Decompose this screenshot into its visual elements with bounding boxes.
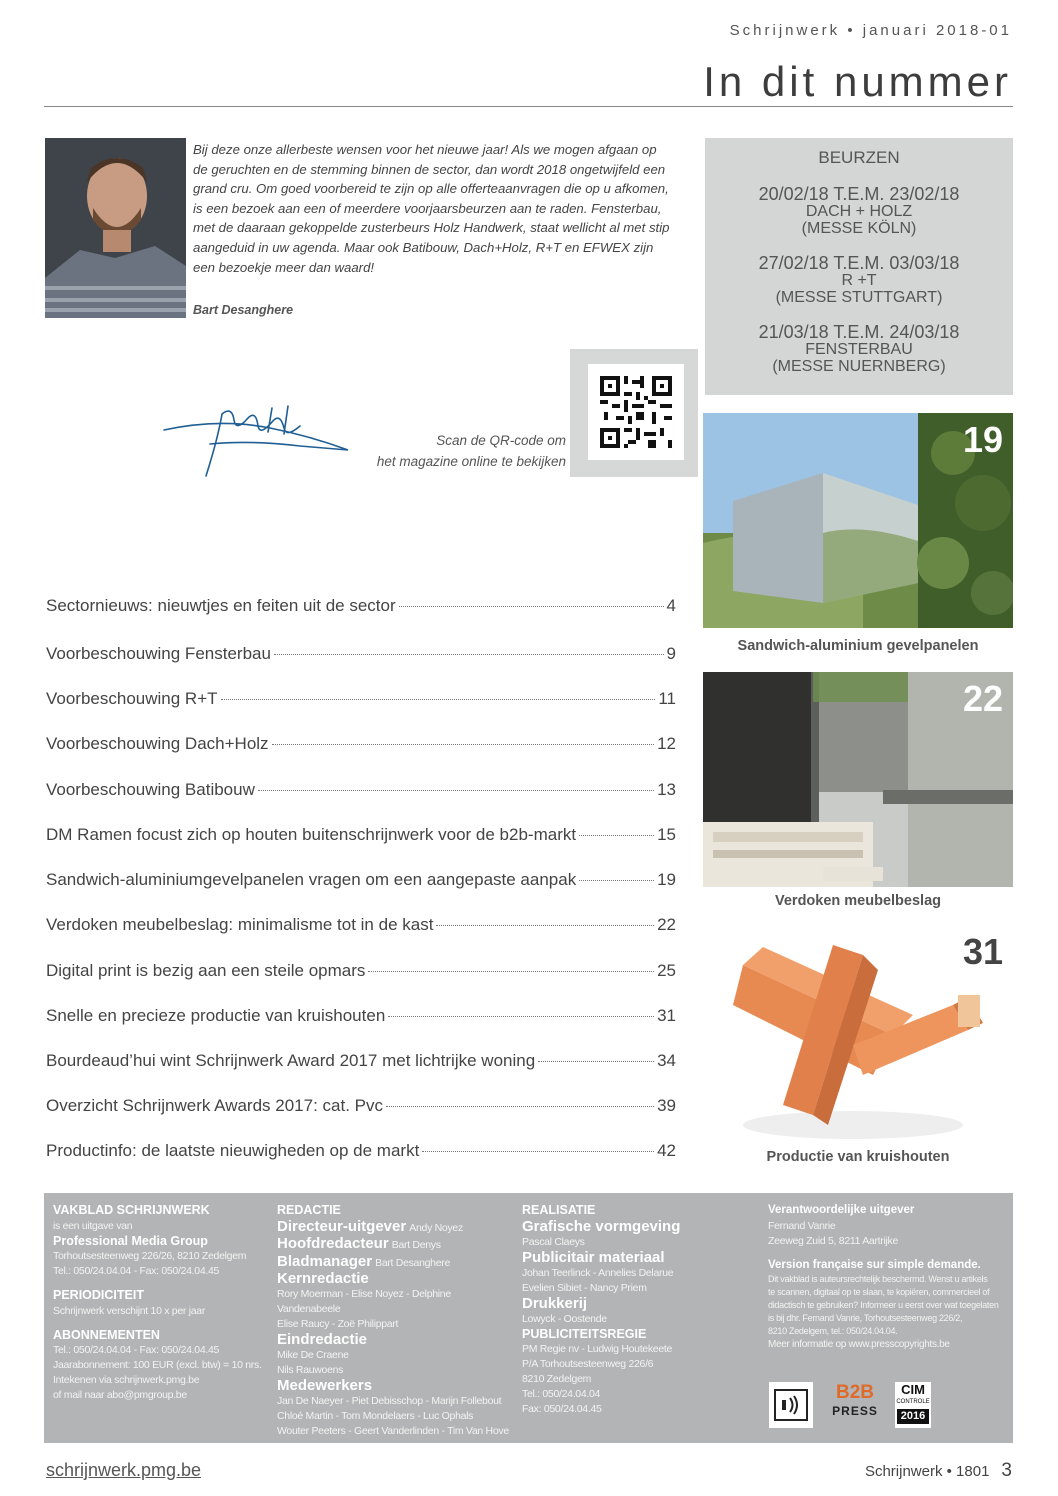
toc-page: 19 xyxy=(657,870,676,889)
qr-caption-line2: het magazine online te bekijken xyxy=(376,454,566,469)
toc-page: 34 xyxy=(657,1051,676,1070)
toc-item[interactable] xyxy=(46,870,676,894)
feature-caption: Sandwich-aluminium gevelpanelen xyxy=(737,638,979,654)
colophon-line: te scannen, digitaal op te slaan, te kopiëren, commercieel of xyxy=(768,1287,990,1297)
cim-logo xyxy=(895,1382,931,1428)
colophon-role: Kernredactie xyxy=(277,1270,369,1287)
toc-leader xyxy=(221,699,656,700)
feature-caption: Productie van kruishouten xyxy=(766,1149,950,1165)
colophon-line: Dit vakblad is auteursrechtelijk beschermd. Wenst u artikels xyxy=(768,1274,988,1284)
colophon-line: Meer informatie op www.presscopyrights.be xyxy=(768,1339,950,1350)
toc-leader xyxy=(386,1106,654,1107)
toc-leader xyxy=(579,835,654,836)
trade-fair-venue: (MESSE NUERNBERG) xyxy=(772,358,946,375)
toc-leader xyxy=(258,790,654,791)
toc-title: Voorbeschouwing Dach+Holz xyxy=(46,734,269,753)
feature-page-number: 31 xyxy=(962,931,1003,972)
colophon-heading: PERIODICITEIT xyxy=(53,1288,144,1302)
toc-leader xyxy=(538,1061,654,1062)
colophon-line: Evelien Sibiet - Nancy Priem xyxy=(522,1281,647,1294)
colophon-role: Medewerkers xyxy=(277,1377,373,1394)
toc-item[interactable] xyxy=(46,1096,676,1120)
colophon-heading: REALISATIE xyxy=(522,1203,596,1217)
trade-fair-item xyxy=(705,255,1013,306)
toc-page: 31 xyxy=(657,1006,676,1025)
trade-fairs-heading: BEURZEN xyxy=(818,148,900,167)
toc-item[interactable] xyxy=(46,689,676,713)
press-copyright-logo xyxy=(769,1382,813,1428)
colophon-line: Rory Moerman - Elise Noyez - Delphine Vandenabeele xyxy=(277,1288,451,1315)
colophon-line: Schrijnwerk verschijnt 10 x per jaar xyxy=(53,1304,206,1317)
trade-fair-dates: 21/03/18 T.E.M. 24/03/18 xyxy=(758,322,960,342)
editorial-author: Bart Desanghere xyxy=(193,303,294,317)
colophon-line: Jan De Naeyer - Piet Debisschop - Marijn Follebout xyxy=(277,1395,502,1407)
colophon-line: Tel.: 050/24.04.04 - Fax: 050/24.04.45 xyxy=(53,1344,220,1356)
cim-logo-text: CIM xyxy=(901,1382,925,1397)
colophon-line: Johan Teerlinck - Annelies Delarue xyxy=(522,1266,674,1279)
toc-title: Sectornieuws: nieuwtjes en feiten uit de sector xyxy=(46,596,396,615)
toc-leader xyxy=(436,925,654,926)
toc-page: 9 xyxy=(666,644,676,663)
page-footer xyxy=(865,1460,1012,1482)
trade-fair-name: FENSTERBAU xyxy=(805,341,913,358)
colophon xyxy=(44,1193,1013,1443)
qr-caption xyxy=(330,430,566,472)
toc-title: DM Ramen focust zich op houten buitenschrijnwerk voor de b2b-markt xyxy=(46,825,577,844)
toc-page: 13 xyxy=(657,780,676,799)
colophon-line: Tel.: 050/24.04.04 - Fax: 050/24.04.45 xyxy=(53,1265,220,1277)
issue-label: Schrijnwerk • 1801 xyxy=(864,1463,990,1480)
colophon-editorial xyxy=(277,1203,512,1439)
colophon-role: Grafische vormgeving xyxy=(522,1217,681,1235)
colophon-line: P/A Torhoutsesteenweg 226/6 xyxy=(522,1358,654,1370)
toc-title: Voorbeschouwing Batibouw xyxy=(46,780,255,799)
toc-leader xyxy=(274,654,664,655)
colophon-line: Chloé Martin - Tom Mondelaers - Luc Ophals xyxy=(277,1410,474,1422)
colophon-line: is een uitgave van xyxy=(53,1219,133,1232)
toc-page: 4 xyxy=(666,596,676,615)
header-divider xyxy=(44,106,1013,107)
feature-page-number: 22 xyxy=(962,678,1003,719)
feature-caption: Verdoken meubelbeslag xyxy=(774,893,941,909)
toc-title: Verdoken meubelbeslag: minimalisme tot in de kast xyxy=(46,915,434,934)
colophon-line: Fernand Vanrie xyxy=(768,1219,836,1232)
colophon-line: Intekenen via schrijnwerk.pmg.be xyxy=(53,1374,200,1386)
trade-fair-dates: 20/02/18 T.E.M. 23/02/18 xyxy=(758,184,960,204)
cim-logo-year: 2016 xyxy=(897,1409,929,1424)
page-title: In dit nummer xyxy=(703,58,1012,105)
colophon-person: Andy Noyez xyxy=(409,1221,463,1234)
trade-fair-item xyxy=(705,186,1013,237)
colophon-heading: REDACTIE xyxy=(277,1203,341,1217)
toc-item[interactable] xyxy=(46,780,676,804)
toc-item[interactable] xyxy=(46,644,676,668)
toc-page: 39 xyxy=(657,1096,676,1115)
feature-image-crossbeams[interactable] xyxy=(703,925,1013,1145)
toc-leader xyxy=(272,744,655,745)
colophon-heading: PUBLICITEITSREGIE xyxy=(522,1326,647,1341)
website-link[interactable]: schrijnwerk.pmg.be xyxy=(46,1460,202,1480)
colophon-line: Torhoutsesteenweg 226/26, 8210 Zedelgem xyxy=(53,1250,247,1262)
toc-item[interactable] xyxy=(46,961,676,985)
colophon-person: Bart Denys xyxy=(391,1239,441,1251)
toc-item[interactable] xyxy=(46,1051,676,1075)
toc-leader xyxy=(368,971,654,972)
toc-item[interactable] xyxy=(46,596,676,620)
toc-leader xyxy=(399,606,664,607)
toc-item[interactable] xyxy=(46,1006,676,1030)
trade-fair-item xyxy=(705,324,1013,375)
trade-fair-name: DACH + HOLZ xyxy=(805,203,913,220)
qr-code[interactable] xyxy=(588,364,684,460)
colophon-line: didactisch te gebruiken? Informeer u eerst over wat toegelaten xyxy=(768,1300,999,1310)
toc-title: Voorbeschouwing Fensterbau xyxy=(46,644,271,663)
toc-leader xyxy=(579,880,654,881)
toc-leader xyxy=(422,1151,654,1152)
toc-title: Digital print is bezig aan een steile opmars xyxy=(46,961,366,980)
colophon-heading: Verantwoordelijke uitgever xyxy=(768,1204,915,1216)
trade-fair-venue: (MESSE KÖLN) xyxy=(801,220,917,237)
colophon-person: Bart Desanghere xyxy=(375,1256,450,1269)
colophon-responsible xyxy=(768,1203,1008,1352)
toc-page: 42 xyxy=(657,1141,676,1160)
trade-fair-dates: 27/02/18 T.E.M. 03/03/18 xyxy=(758,253,960,273)
toc-title: Sandwich-aluminiumgevelpanelen vragen om een aangepaste aanpak xyxy=(46,870,577,889)
issue-meta: Schrijnwerk • januari 2018-01 xyxy=(729,22,1012,39)
qr-code-panel[interactable] xyxy=(570,349,698,477)
toc-item[interactable] xyxy=(46,915,676,939)
colophon-line: Fax: 050/24.04.45 xyxy=(522,1403,602,1415)
editor-portrait xyxy=(45,138,186,318)
colophon-publisher xyxy=(53,1203,268,1403)
feature-page-number: 19 xyxy=(962,419,1003,460)
qr-caption-line1: Scan de QR-code om xyxy=(436,433,566,448)
trade-fairs-panel xyxy=(705,138,1013,395)
b2b-press-logo xyxy=(827,1382,883,1428)
toc-title: Bourdeaud’hui wint Schrijnwerk Award 2017 met lichtrijke woning xyxy=(46,1051,536,1070)
feature-image-hardware[interactable] xyxy=(703,672,1013,887)
trade-fair-venue: (MESSE STUTTGART) xyxy=(775,289,943,306)
cim-logo-sub: CONTROLE xyxy=(896,1399,930,1405)
toc-title: Voorbeschouwing R+T xyxy=(46,689,218,708)
colophon-line: PM Regie nv - Ludwig Houtekeete xyxy=(522,1343,673,1355)
press-logo-text: PRESS xyxy=(832,1404,878,1418)
toc-title: Overzicht Schrijnwerk Awards 2017: cat. Pvc xyxy=(46,1096,383,1115)
signature xyxy=(160,388,355,483)
colophon-line: Jaarabonnement: 100 EUR (excl. btw) = 10 nrs. xyxy=(53,1359,262,1371)
colophon-heading: VAKBLAD SCHRIJNWERK xyxy=(53,1203,210,1217)
colophon-french-note: Version française sur simple demande. xyxy=(768,1258,981,1271)
editorial-text: Bij deze onze allerbeste wensen voor het nieuwe jaar! Als we mogen afgaan op de geruchten en de stemming binnen de sector, dan wordt 2018 ongetwijfeld een grand cru. Om goed voorbereid te zijn op alle offerteaanvragen die op u afkomen, is een bezoek aan een of meerdere voorjaarsbeurzen aan te raden. Fensterbau, met de daaraan gekoppelde zusterbeurs Holz Handwerk, staat wellicht al met stip aangeduid in uw agenda. Maar ook Batibouw, Dach+Holz, R+T en EFWEX zijn een bezoekje meer dan waard! xyxy=(193,142,670,275)
certification-logos xyxy=(769,1382,969,1430)
colophon-role: Directeur-uitgever xyxy=(277,1217,407,1235)
colophon-line: Wouter Peeters - Geert Vanderlinden - Tim Van Hove xyxy=(277,1425,509,1437)
toc-page: 25 xyxy=(657,961,676,980)
colophon-line: Pascal Claeys xyxy=(522,1235,585,1248)
toc-item[interactable] xyxy=(46,1141,676,1165)
colophon-role: Hoofdredacteur xyxy=(277,1235,389,1252)
toc-item[interactable] xyxy=(46,825,676,849)
toc-page: 22 xyxy=(657,915,676,934)
colophon-line: Zeeweg Zuid 5, 8211 Aartrijke xyxy=(768,1234,899,1247)
colophon-line: 8210 Zedelgem xyxy=(522,1373,592,1385)
toc-page: 15 xyxy=(657,825,676,844)
colophon-role: Publicitair materiaal xyxy=(522,1248,665,1266)
colophon-role: Drukkerij xyxy=(522,1294,588,1312)
colophon-line: of mail naar abo@pmgroup.be xyxy=(53,1389,187,1401)
colophon-heading: ABONNEMENTEN xyxy=(53,1327,160,1342)
trade-fair-name: R +T xyxy=(841,272,877,289)
toc-title: Productinfo: de laatste nieuwigheden op de markt xyxy=(46,1141,420,1160)
colophon-line: Nils Rauwoens xyxy=(277,1364,344,1376)
toc-leader xyxy=(388,1016,654,1017)
colophon-role: Bladmanager xyxy=(277,1252,373,1270)
feature-image-cladding[interactable] xyxy=(703,413,1013,628)
toc-page: 11 xyxy=(658,689,676,708)
toc-title: Snelle en precieze productie van kruishouten xyxy=(46,1006,386,1025)
toc-item[interactable] xyxy=(46,734,676,758)
colophon-line: Tel.: 050/24.04.04 xyxy=(522,1388,601,1400)
page-number: 3 xyxy=(1001,1460,1012,1481)
colophon-line: Mike De Craene xyxy=(277,1349,349,1361)
colophon-production xyxy=(522,1203,752,1417)
colophon-role: Eindredactie xyxy=(277,1331,368,1348)
colophon-line: is bij dhr. Fernand Vanrie, Torhoutsesteenweg 226/2, xyxy=(768,1313,963,1323)
colophon-org: Professional Media Group xyxy=(53,1233,208,1248)
colophon-line: Lowyck - Oostende xyxy=(522,1312,607,1325)
b2b-logo-text: B2B xyxy=(835,1382,874,1403)
toc-page: 12 xyxy=(657,734,676,753)
colophon-line: Elise Raucy - Zoë Philippart xyxy=(277,1318,399,1330)
colophon-line: 8210 Zedelgem, tel.: 050/24.04.04. xyxy=(768,1326,898,1336)
